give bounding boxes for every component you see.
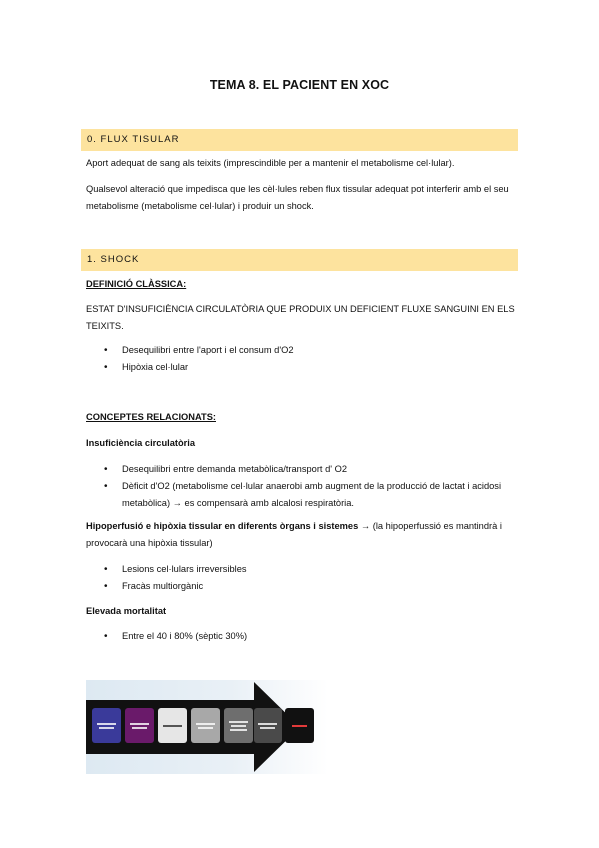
stage-box-2 (125, 708, 154, 743)
illegible-box-text-red (292, 725, 307, 727)
illegible-box-text-dark (163, 725, 182, 727)
definition-bullet-list (86, 342, 516, 376)
stage-box-6 (254, 708, 282, 743)
definition-heading: DEFINICIÓ CLÀSSICA: (86, 279, 187, 289)
stage-box-1 (92, 708, 121, 743)
paragraph-flux-2: Qualsevol alteració que impedisca que les cèl·lules reben flux tissular adequat pot interferir amb el seu metabolisme (metabolisme cel·lular) i produir un shock. (86, 184, 509, 211)
insuficiencia-bullet-list (86, 461, 516, 512)
page-title: TEMA 8. EL PACIENT EN XOC (209, 78, 390, 92)
hipoperfusio-tail: (la hipoperfussió es mantindrà i provocarà una hipòxia tissular) (86, 521, 502, 548)
list-item: • Desequilibri entre l'aport i el consum d'O2 (86, 342, 516, 359)
section-heading-flux-tisular: 0. FLUX TISULAR (81, 129, 518, 151)
list-item: • Dèficit d'O2 (metabolisme cel·lular anaerobi amb augment de la producció de lactat i acidosi metabòlica) → es compensarà amb alcalosi respiratòria. (86, 478, 516, 512)
hipoperfusio-bullet-list (86, 561, 516, 595)
definition-text: ESTAT D'INSUFICIÈNCIA CIRCULATÒRIA QUE PRODUIX UN DEFICIENT FLUXE SANGUINI EN ELS TEIXITS. (86, 304, 515, 331)
mortalitat-heading: Elevada mortalitat (86, 606, 167, 616)
section-heading-shock: 1. SHOCK (81, 249, 518, 271)
hipoperfusio-paragraph (86, 518, 516, 552)
list-item: • Lesions cel·lulars irreversibles (86, 561, 516, 578)
shock-process-diagram (86, 680, 328, 774)
insuficiencia-heading: Insuficiència circulatòria (86, 438, 196, 448)
related-concepts-heading: CONCEPTES RELACIONATS: (86, 412, 216, 422)
process-arrow-graphic (86, 680, 328, 774)
stage-box-4 (191, 708, 220, 743)
paragraph-flux-1: Aport adequat de sang als teixits (imprescindible per a mantenir el metabolisme cel·lular). (86, 158, 455, 168)
list-item: • Hipòxia cel·lular (86, 359, 516, 376)
mortalitat-bullet-list (86, 628, 516, 645)
hipoperfusio-heading: Hipoperfusió e hipòxia tissular en diferents òrgans i sistemes → (86, 521, 371, 531)
list-item: • Fracàs multiorgànic (86, 578, 516, 595)
list-item: • Desequilibri entre demanda metabòlica/transport d' O2 (86, 461, 516, 478)
list-item: • Entre el 40 i 80% (sèptic 30%) (86, 628, 516, 645)
